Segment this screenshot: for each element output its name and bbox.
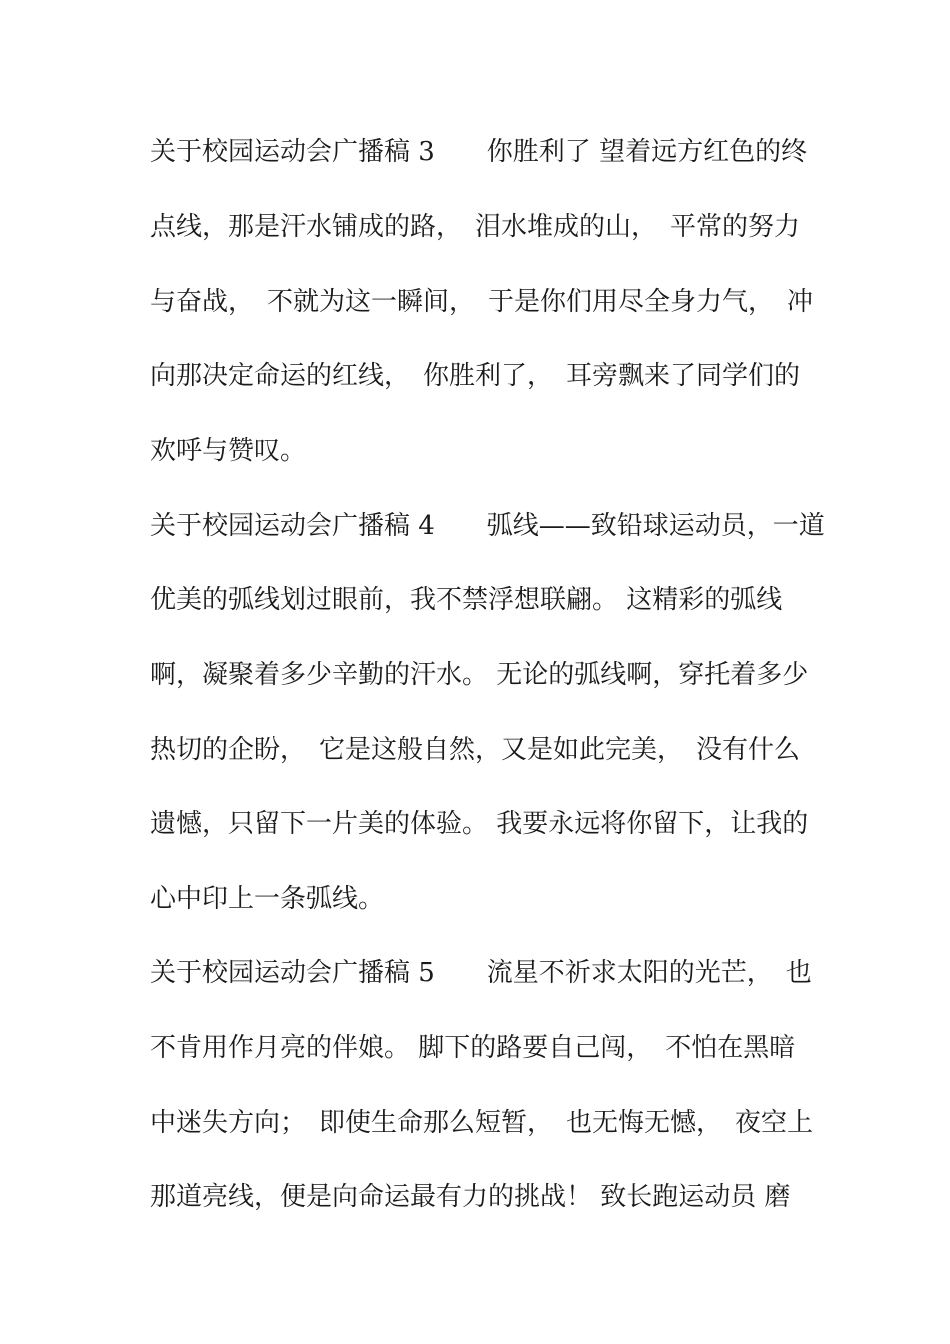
- text-line: 中迷失方向； 即使生命那么短暂， 也无悔无憾， 夜空上: [150, 1108, 814, 1138]
- text-line: 欢呼与赞叹。: [150, 436, 307, 466]
- text-line: 点线，那是汗水铺成的路， 泪水堆成的山， 平常的努力: [150, 212, 801, 242]
- text-line: 啊，凝聚着多少辛勤的汗水。 无论的弧线啊，穿托着多少: [150, 660, 809, 690]
- text-line: 热切的企盼， 它是这般自然，又是如此完美， 没有什么: [150, 735, 801, 765]
- text-line: 关于校园运动会广播稿 5 流星不祈求太阳的光芒， 也: [150, 958, 812, 988]
- text-line: 与奋战， 不就为这一瞬间， 于是你们用尽全身力气， 冲: [150, 287, 814, 317]
- text-line: 不肯用作月亮的伴娘。 脚下的路要自己闯， 不怕在黑暗: [150, 1033, 796, 1063]
- text-line: 优美的弧线划过眼前，我不禁浮想联翩。 这精彩的弧线: [150, 585, 783, 615]
- text-line: 向那决定命运的红线， 你胜利了， 耳旁飘来了同学们的: [150, 361, 801, 391]
- text-line: 那道亮线，便是向命运最有力的挑战！ 致长跑运动员 磨: [150, 1182, 791, 1212]
- text-line: 关于校园运动会广播稿 4 弧线——致铅球运动员，一道: [150, 511, 825, 541]
- text-line: 关于校园运动会广播稿 3 你胜利了 望着远方红色的终: [150, 137, 808, 167]
- text-line: 遗憾，只留下一片美的体验。 我要永远将你留下，让我的: [150, 809, 809, 839]
- text-line: 心中印上一条弧线。: [150, 884, 385, 914]
